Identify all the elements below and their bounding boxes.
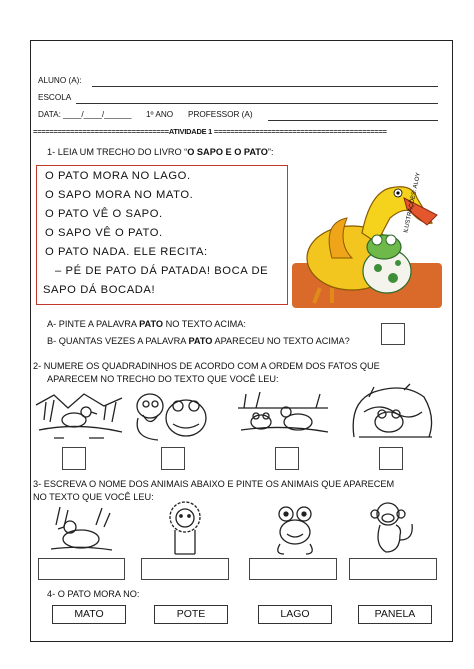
q3-line1: 3- ESCREVA O NOME DOS ANIMAIS ABAIXO E PINTE OS ANIMAIS QUE APARECEM <box>33 479 395 489</box>
qb-suffix: APARECEU NO TEXTO ACIMA? <box>212 336 350 346</box>
q2-line1: 2- NUMERE OS QUADRADINHOS DE ACORDO COM A ORDEM DOS FATOS QUE <box>33 361 380 371</box>
option-mato[interactable]: MATO <box>52 605 126 624</box>
monkey-sketch <box>366 500 421 558</box>
order-box-3[interactable] <box>275 447 299 470</box>
poem-line: O SAPO VÊ O PATO. <box>45 227 163 239</box>
frog-eye <box>372 235 382 245</box>
duck-and-frog-illustration <box>292 163 442 308</box>
escola-label: ESCOLA <box>38 93 72 102</box>
option-panela[interactable]: PANELA <box>358 605 432 624</box>
poem-line: SAPO DÁ BOCADA! <box>43 284 156 296</box>
duck-in-lake-sketch <box>34 390 124 445</box>
frog-spot <box>395 260 401 266</box>
animal-name-box-3[interactable] <box>249 558 337 580</box>
professor-label: PROFESSOR (A) <box>188 110 253 119</box>
illustration-credit: ILUSTRAÇÕES: ALOY <box>403 172 422 234</box>
poem-line: O PATO NADA. ELE RECITA: <box>45 246 208 258</box>
question-1 <box>47 147 274 157</box>
option-pote[interactable]: POTE <box>154 605 228 624</box>
q2-line2: APARECEM NO TRECHO DO TEXTO QUE VOCÊ LEU: <box>47 374 279 384</box>
question-b <box>47 336 350 346</box>
duck-and-frog-faces-sketch <box>128 388 213 445</box>
question-a <box>47 319 246 329</box>
qa-word: PATO <box>139 319 164 329</box>
duck-pupil <box>396 191 399 194</box>
poem-line: O PATO VÊ O SAPO. <box>45 208 163 220</box>
frog-spot <box>388 273 398 283</box>
activity-separator: =================================ATIVIDADE 1 ========================================== <box>33 127 387 136</box>
animal-name-box-4[interactable] <box>349 558 437 580</box>
q3-line2: NO TEXTO QUE VOCÊ LEU: <box>33 492 154 502</box>
aluno-field[interactable] <box>92 86 438 87</box>
order-box-1[interactable] <box>62 447 86 470</box>
qa-suffix: NO TEXTO ACIMA: <box>163 319 246 329</box>
frog-sketch <box>270 504 320 558</box>
poem-line: O PATO MORA NO LAGO. <box>45 170 191 182</box>
duck-sketch <box>46 505 116 555</box>
poem-box <box>36 165 288 305</box>
frog-eye <box>386 235 396 245</box>
q1-prefix: 1- LEIA UM TRECHO DO LIVRO “ <box>47 147 188 157</box>
frog-spot <box>374 264 382 272</box>
qb-word: PATO <box>188 336 213 346</box>
count-answer-box[interactable] <box>381 323 405 345</box>
animal-name-box-2[interactable] <box>141 558 229 580</box>
frog-in-bush-sketch <box>344 382 439 445</box>
order-box-4[interactable] <box>379 447 403 470</box>
qa-prefix: A- PINTE A PALAVRA <box>47 319 140 329</box>
professor-field[interactable] <box>268 120 438 121</box>
q4-label: 4- O PATO MORA NO: <box>47 589 140 599</box>
option-lago[interactable]: LAGO <box>258 605 332 624</box>
data-label: DATA: ____/____/______ <box>38 110 132 119</box>
aluno-label: ALUNO (A): <box>38 76 82 85</box>
q1-suffix: ”: <box>267 147 274 157</box>
frog-sees-duck-sketch <box>236 388 331 445</box>
poem-line: O SAPO MORA NO MATO. <box>45 189 194 201</box>
q1-book-title: O SAPO E O PATO <box>187 147 268 157</box>
escola-field[interactable] <box>76 103 438 104</box>
order-box-2[interactable] <box>161 447 185 470</box>
poem-line: – PÉ DE PATO DÁ PATADA! BOCA DE <box>55 265 269 277</box>
ano-label: 1º ANO <box>146 110 174 119</box>
lion-sketch <box>160 500 210 558</box>
qb-prefix: B- QUANTAS VEZES A PALAVRA <box>47 336 189 346</box>
animal-name-box-1[interactable] <box>38 558 125 580</box>
